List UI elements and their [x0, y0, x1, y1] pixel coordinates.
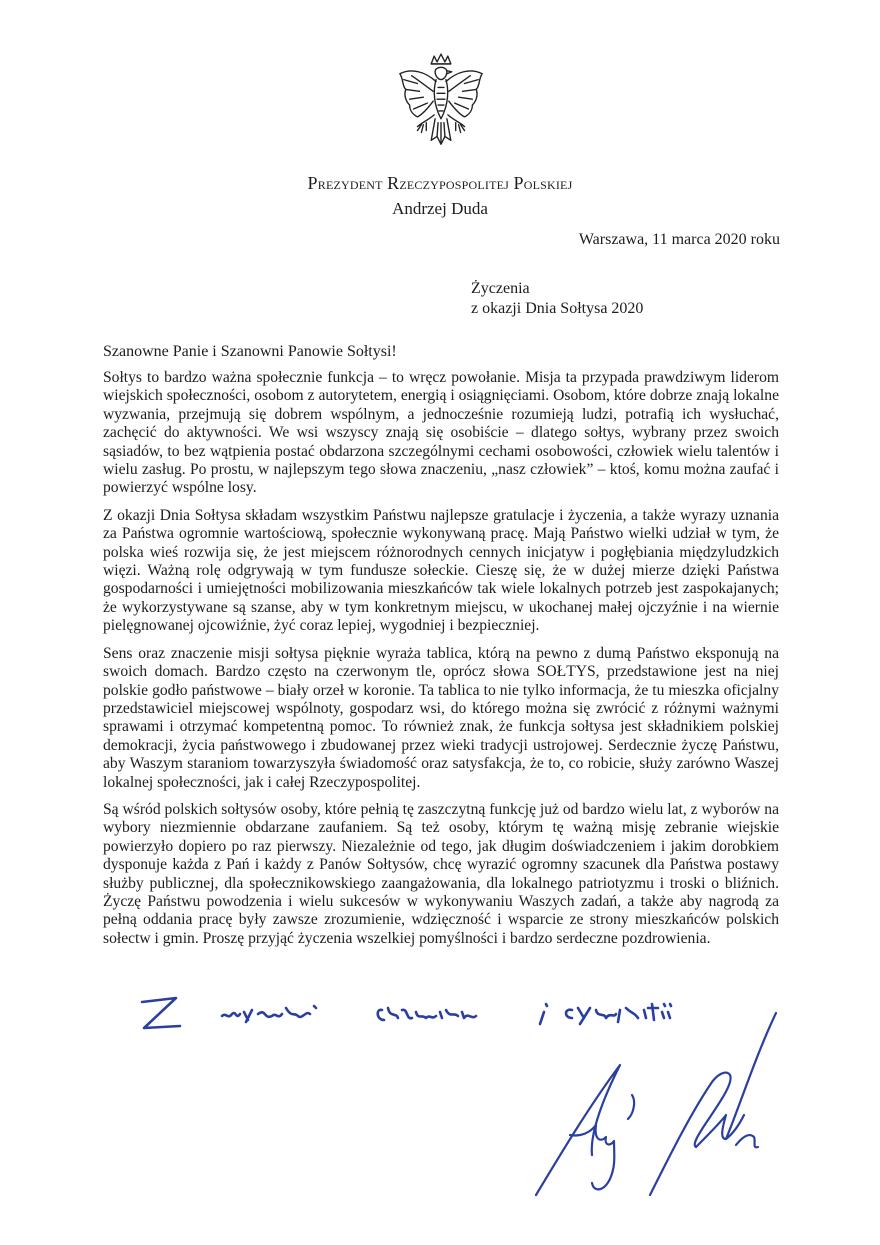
letterhead-name: Andrzej Duda [392, 199, 488, 218]
title-cap-1: P [307, 173, 318, 193]
salutation: Szanowne Panie i Szanowni Panowie Sołtysi! [103, 343, 397, 360]
title-cap-2: R [387, 173, 400, 193]
paragraph: Są wśród polskich sołtysów osoby, które pełnią tę zaszczytną funkcję już od bardzo wielu lat, z wyborów na wybory niezmiennie obdarzane zaufaniem. Są też osoby, którym tę ważną misję zebranie wiejskie powierzyło dopiero po raz pierwszy. Niezależnie od tego, jak długim doświadczeniem i jakim dorobkiem dysponuje każda z Pań i każdy z Panów Sołtysów, chcę wyrazić ogromny szacunek dla Państwa postawy służby publicznej, dla społecznikowskiego zaangażowania, dla lokalnego patriotyzmu i troski o bliźnich. Życzę Państwu powodzenia i wielu sukcesów w wykonywaniu Waszych zadań, a także aby nagrodą za pełną oddania pracę były zawsze zrozumienie, wdzięczność i wsparcie ze strony mieszkańców polskich sołectw i gmin. Proszę przyjąć życzenia wszelkiej pomyślności i bardzo serdeczne pozdrowienia. [103, 800, 779, 947]
date-line: Warszawa, 11 marca 2020 roku [578, 231, 780, 248]
title-word-2: zeczypospolitej [399, 174, 510, 193]
letter-body [103, 369, 779, 957]
paragraph: Sołtys to bardzo ważna społecznie funkcja – to wręcz powołanie. Misja ta przypada prawdziwym liderom wiejskich społeczności, osobom z autorytetem, energią i osiągnięciami. Osobom, które dobrze znają lokalne wyzwania, przejmują się dobrem wspólnym, a jednocześnie rozumieją ludzi, potrafią ich wysłuchać, zachęcić do aktywności. We wsi wszyscy znają się osobiście – dlatego sołtys, wybrany przez swoich sąsiadów, to bez wątpienia postać obdarzona szczególnymi cechami osobowości, człowiek wielu talentów i wielu zasług. Po prostu, w najlepszym tego słowa znaczeniu, „nasz człowiek” – ktoś, komu można zaufać i powierzyć wspólne losy. [103, 369, 779, 497]
paragraph: Z okazji Dnia Sołtysa składam wszystkim Państwu najlepsze gratulacje i życzenia, a także wyrazy uznania za Państwa ogromnie wartościową, społecznie wykonywaną pracę. Mają Państwo wielki udział w tym, że polska wieś rozwija się, że jest miejscem różnorodnych cennych inicjatyw i pogłębiania międzyludzkich więzi. Ważną rolę odgrywają w tym fundusze sołeckie. Cieszę się, że w dużej mierze dzięki Państwa gospodarności i umiejętności mobilizowania mieszkańców tak wiele lokalnych potrzeb jest zaspokajanych; że wykorzystywane są szanse, aby w tym konkretnym miejscu, w ukochanej małej ojczyźnie i na wiernie pielęgnowanej ojcowiźnie, żyć coraz lepiej, wygodniej i bezpieczniej. [103, 506, 779, 635]
title-word-1: rezydent [317, 174, 383, 193]
paragraph: Sens oraz znaczenie misji sołtysa pięknie wyraża tablica, którą na pewno z dumą Państwo eksponują na swoich domach. Bardzo często na czerwonym tle, oprócz słowa SOŁTYS, przedstawione jest na niej polskie godło państwowe – biały orzeł w koronie. Ta tablica to nie tylko informacja, że tu mieszka oficjalny przedstawiciel miejscowej wspólnoty, gospodarz wsi, do którego można się zwrócić z różnymi ważnymi sprawami i otrzymać kompetentną pomoc. To również znak, że funkcja sołtysa jest składnikiem polskiej demokracji, życia państwowego i zbudowanej przez wieki tradycji ustrojowej. Serdecznie życzę Państwu, aby Waszym staraniom towarzyszyła świadomość oraz satysfakcja, że to, co robicie, służy zarówno Waszej lokalnej społeczności, jak i całej Rzeczypospolitej. [103, 644, 779, 791]
occasion-line-2: z okazji Dnia Sołtysa 2020 [471, 300, 644, 317]
title-cap-3: P [513, 173, 524, 193]
occasion-line-1: Życzenia [471, 280, 530, 297]
letterhead-title [0, 173, 880, 194]
title-word-3: olskiej [523, 174, 573, 193]
handwritten-closing-text [0, 0, 1, 1]
occasion-block [471, 279, 643, 319]
eagle-emblem-icon [392, 50, 490, 168]
signature-icon [530, 1005, 780, 1205]
